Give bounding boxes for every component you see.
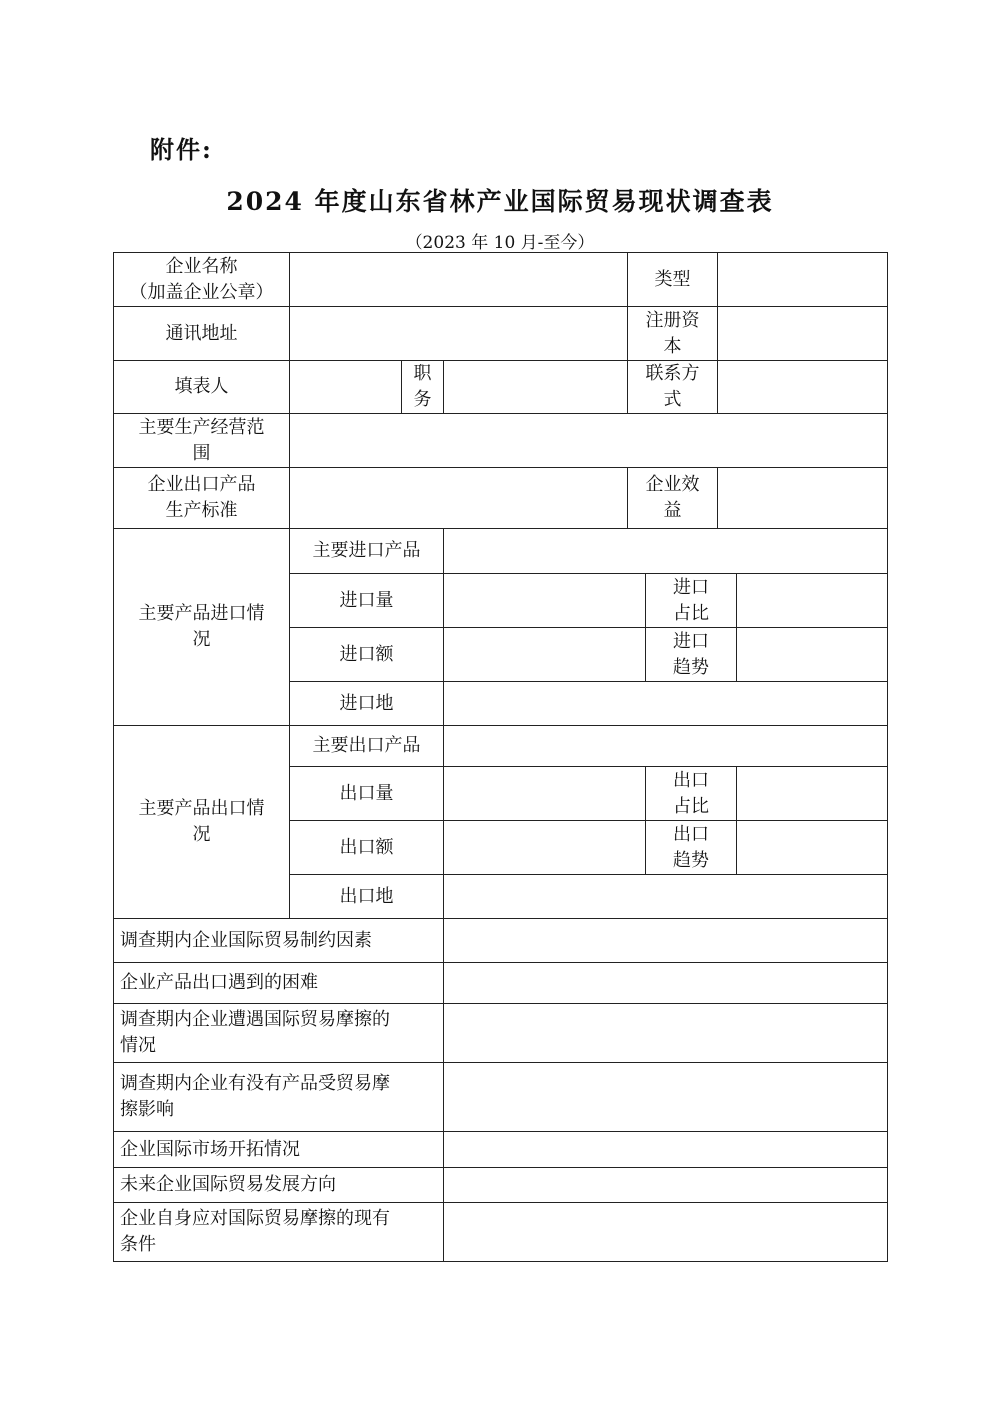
table-row [114,1063,888,1132]
export-amount-label: 出口额 [290,821,444,875]
question-label: 企业产品出口遇到的困难 [114,963,444,1004]
import-trend-field[interactable] [737,628,888,682]
type-field[interactable] [718,253,888,307]
import-amount-field[interactable] [444,628,646,682]
import-main-product-label: 主要进口产品 [290,529,444,574]
attachment-label: 附件: [150,135,213,164]
table-row [114,919,888,963]
question-answer-field[interactable] [444,919,888,963]
table-row [114,414,888,468]
import-share-field[interactable] [737,574,888,628]
type-label: 类型 [628,253,718,307]
position-label: 职 务 [402,361,444,414]
address-label: 通讯地址 [114,307,290,361]
export-standard-field[interactable] [290,468,628,529]
question-answer-field[interactable] [444,1203,888,1262]
benefit-field[interactable] [718,468,888,529]
business-scope-field[interactable] [290,414,888,468]
question-label: 调查期内企业遭遇国际贸易摩擦的 情况 [114,1004,444,1063]
export-volume-field[interactable] [444,767,646,821]
import-origin-label: 进口地 [290,682,444,726]
form-subtitle: （2023 年 10 月-至今） [405,233,595,253]
import-share-label: 进口 占比 [646,574,737,628]
table-row [114,529,888,574]
import-volume-field[interactable] [444,574,646,628]
registered-capital-label: 注册资 本 [628,307,718,361]
table-row [114,1203,888,1262]
table-row [114,726,888,767]
question-label: 未来企业国际贸易发展方向 [114,1168,444,1203]
table-row [114,963,888,1004]
contact-field[interactable] [718,361,888,414]
question-answer-field[interactable] [444,1132,888,1168]
export-trend-field[interactable] [737,821,888,875]
export-destination-label: 出口地 [290,875,444,919]
table-row [114,1004,888,1063]
company-name-label: 企业名称 （加盖企业公章） [114,253,290,307]
export-trend-label: 出口 趋势 [646,821,737,875]
question-label: 调查期内企业有没有产品受贸易摩 擦影响 [114,1063,444,1132]
table-row [114,361,888,414]
question-answer-field[interactable] [444,1168,888,1203]
registered-capital-field[interactable] [718,307,888,361]
benefit-label: 企业效 益 [628,468,718,529]
import-main-product-field[interactable] [444,529,888,574]
export-volume-label: 出口量 [290,767,444,821]
company-name-field[interactable] [290,253,628,307]
export-share-field[interactable] [737,767,888,821]
question-answer-field[interactable] [444,1063,888,1132]
export-destination-field[interactable] [444,875,888,919]
filler-field[interactable] [290,361,402,414]
survey-table [113,252,888,1262]
export-amount-field[interactable] [444,821,646,875]
import-trend-label: 进口 趋势 [646,628,737,682]
table-row [114,253,888,307]
question-label: 企业国际市场开拓情况 [114,1132,444,1168]
question-label: 企业自身应对国际贸易摩擦的现有 条件 [114,1203,444,1262]
export-main-product-label: 主要出口产品 [290,726,444,767]
position-field[interactable] [444,361,628,414]
question-answer-field[interactable] [444,963,888,1004]
table-row [114,307,888,361]
business-scope-label: 主要生产经营范 围 [114,414,290,468]
table-row [114,1168,888,1203]
export-standard-label: 企业出口产品 生产标准 [114,468,290,529]
export-section-label: 主要产品出口情 况 [114,726,290,919]
contact-label: 联系方 式 [628,361,718,414]
import-section-label: 主要产品进口情 况 [114,529,290,726]
import-amount-label: 进口额 [290,628,444,682]
table-row [114,468,888,529]
import-volume-label: 进口量 [290,574,444,628]
address-field[interactable] [290,307,628,361]
export-share-label: 出口 占比 [646,767,737,821]
import-origin-field[interactable] [444,682,888,726]
question-label: 调查期内企业国际贸易制约因素 [114,919,444,963]
filler-label: 填表人 [114,361,290,414]
export-main-product-field[interactable] [444,726,888,767]
question-answer-field[interactable] [444,1004,888,1063]
table-row [114,1132,888,1168]
form-title: 2024 年度山东省林产业国际贸易现状调查表 [226,187,774,216]
